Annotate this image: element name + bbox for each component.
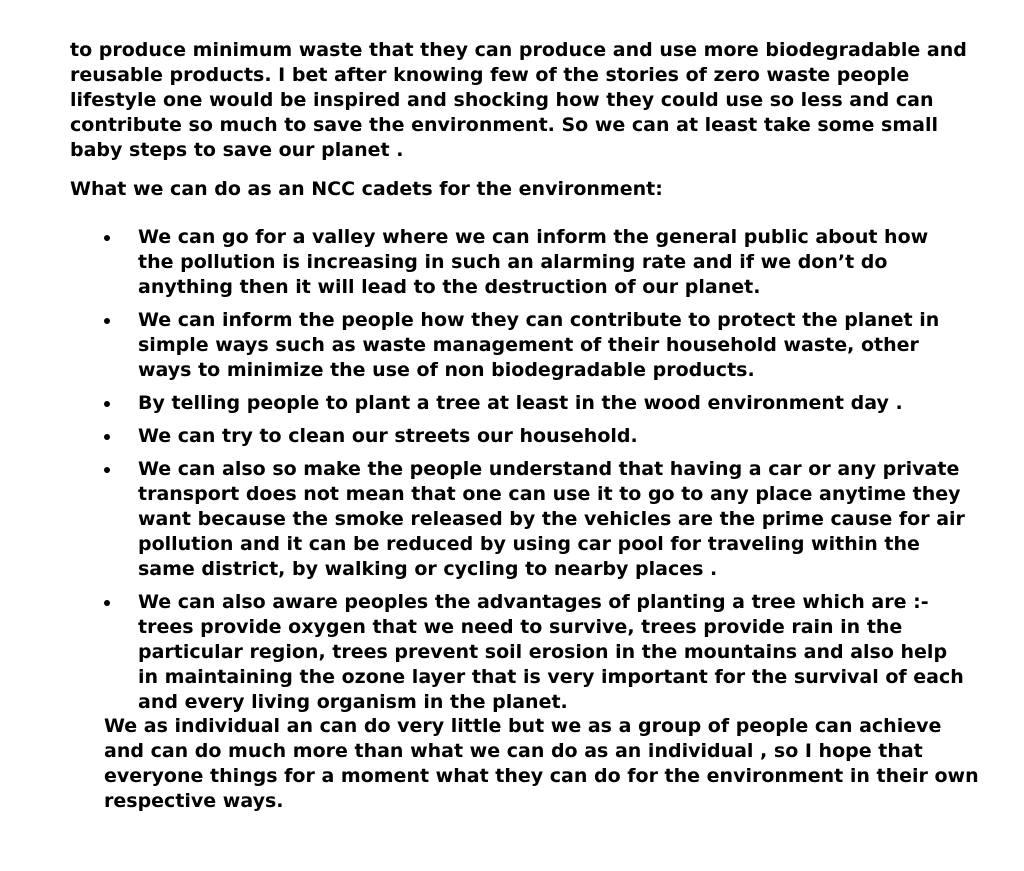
list-item: [138, 308, 968, 383]
list-item-text: We can go for a valley where we can inform the general public about how the pollution is increasing in such an alarming rate and if we don’t do anything then it will lead to the destruction of our planet.: [138, 226, 929, 298]
bullet-icon: [104, 434, 110, 440]
section-heading: What we can do as an NCC cadets for the environment:: [70, 178, 663, 200]
list-item-text: We can inform the people how they can contribute to protect the planet in simple ways such as waste management of their household waste, other ways to minimize the use of non biodegradable products.: [138, 309, 940, 381]
intro-paragraph: to produce minimum waste that they can produce and use more biodegradable and reusable products. I bet after knowing few of the stories of zero waste people lifestyle one would be inspired and shocking how they could use so less and can contribute so much to save the environment. So we can at least take some small baby steps to save our planet .: [70, 39, 967, 161]
bullet-icon: [104, 235, 110, 241]
bullet-icon: [104, 401, 110, 407]
bullet-icon: [104, 318, 110, 324]
list-item-text: By telling people to plant a tree at least in the wood environment day .: [138, 392, 903, 414]
list-item-text: We can try to clean our streets our household.: [138, 425, 638, 447]
bullet-list: [138, 225, 968, 723]
list-item: [138, 424, 968, 449]
list-item-text: We can also so make the people understand that having a car or any private transport does not mean that one can use it to go to any place anytime they want because the smoke released by the vehicles are the prime cause for air pollution and it can be reduced by using car pool for traveling within the same district, by walking or cycling to nearby places .: [138, 458, 965, 580]
bullet-icon: [104, 600, 110, 606]
closing-paragraph: We as individual an can do very little but we as a group of people can achieve and can do much more than what we can do as an individual , so I hope that everyone things for a moment what they can do for the environment in their own respective ways.: [104, 715, 979, 812]
bullet-icon: [104, 467, 110, 473]
list-item: [138, 391, 968, 416]
list-item-text: We can also aware peoples the advantages of planting a tree which are :- trees provide oxygen that we need to survive, trees provide rain in the particular region, trees prevent soil erosion in the mountains and also help in maintaining the ozone layer that is very important for the survival of each and every living organism in the planet.: [138, 591, 964, 713]
list-item: [138, 225, 968, 300]
list-item: [138, 590, 968, 715]
list-item: [138, 457, 968, 582]
